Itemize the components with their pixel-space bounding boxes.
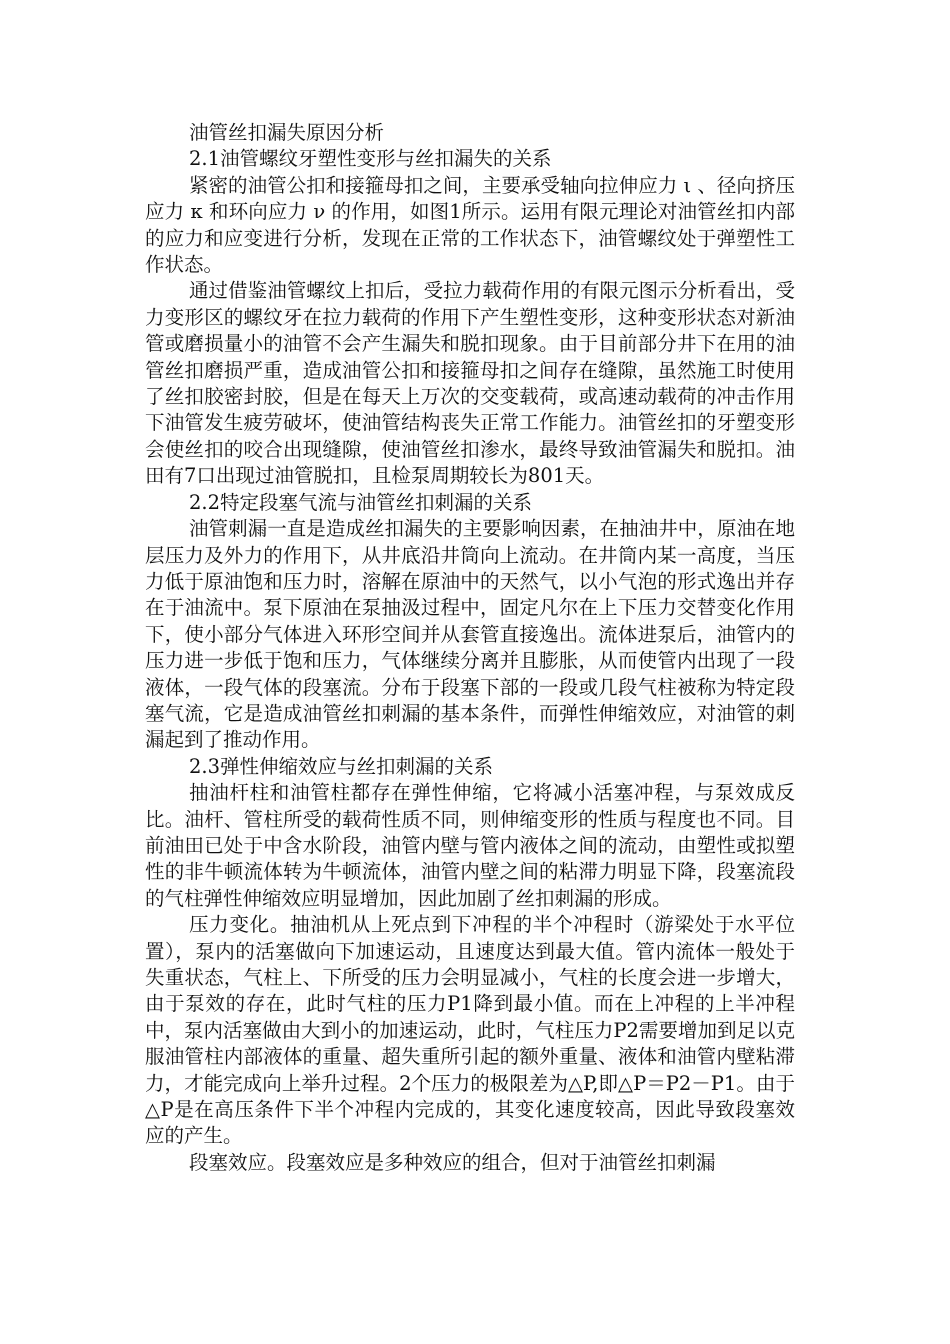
paragraph: 通过借鉴油管螺纹上扣后，受拉力载荷作用的有限元图示分析看出，受力变形区的螺纹牙在拉力载荷的作用下产生塑性变形，这种变形状态对新油管或磨损量小的油管不会产生漏失和脱扣现象。由于目前部分井下在用的油管丝扣磨损严重，造成油管公扣和接箍母扣之间存在缝隙，虽然施工时使用了丝扣胶密封胶，但是在每天上万次的交变载荷，或高速动载荷的冲击作用下油管发生疲劳破坏，使油管结构丧失正常工作能力。油管丝扣的牙塑变形会使丝扣的咬合出现缝隙，使油管丝扣渗水，最终导致油管漏失和脱扣。油田有7口出现过油管脱扣，且检泵周期较长为801天。 bbox=[145, 279, 795, 488]
paragraph: 压力变化。抽油机从上死点到下冲程的半个冲程时（游梁处于水平位置），泵内的活塞做向下加速运动，且速度达到最大值。管内流体一般处于失重状态，气柱上、下所受的压力会明显减小，气柱的长度会进一步增大，由于泵效的存在，此时气柱的压力P1降到最小值。而在上冲程的上半冲程中，泵内活塞做由大到小的加速运动，此时，气柱压力P2需要增加到足以克服油管柱内部液体的重量、超失重所引起的额外重量、液体和油管内壁粘滞力，才能完成向上举升过程。2个压力的极限差为△P,即△P＝P2－P1。由于△P是在高压条件下半个冲程内完成的，其变化速度较高，因此导致段塞效应的产生。 bbox=[145, 913, 795, 1148]
section-heading-2-2: 2.2特定段塞气流与油管丝扣刺漏的关系 bbox=[189, 490, 533, 514]
paragraph: 油管刺漏一直是造成丝扣漏失的主要影响因素，在抽油井中，原油在地层压力及外力的作用下，从井底沿井筒向上流动。在井筒内某一高度，当压力低于原油饱和压力时，溶解在原油中的天然气，以小气泡的形式逸出并存在于油流中。泵下原油在泵抽汲过程中，固定凡尔在上下压力交替变化作用下，使小部分气体进入环形空间并从套管直接逸出。流体进泵后，油管内的压力进一步低于饱和压力，气体继续分离并且膨胀，从而使管内出现了一段液体，一段气体的段塞流。分布于段塞下部的一段或几段气柱被称为特定段塞气流，它是造成油管丝扣刺漏的基本条件，而弹性伸缩效应，对油管的刺漏起到了推动作用。 bbox=[145, 517, 795, 752]
section-heading-2-1: 2.1油管螺纹牙塑性变形与丝扣漏失的关系 bbox=[189, 147, 552, 171]
paragraph: 段塞效应。段塞效应是多种效应的组合，但对于油管丝扣刺漏 bbox=[189, 1150, 716, 1174]
paragraph: 抽油杆柱和油管柱都存在弹性伸缩，它将减小活塞冲程，与泵效成反比。油杆、管柱所受的载荷性质不同，则伸缩变形的性质与程度也不同。目前油田已处于中含水阶段，油管内壁与管内液体之间的流动，由塑性或拟塑性的非牛顿流体转为牛顿流体，油管内壁之间的粘滞力明显下降，段塞流段的气柱弹性伸缩效应明显增加，因此加剧了丝扣刺漏的形成。 bbox=[145, 781, 795, 910]
document-title: 油管丝扣漏失原因分析 bbox=[189, 121, 385, 144]
document-body bbox=[145, 120, 795, 1176]
section-heading-2-3: 2.3弹性伸缩效应与丝扣刺漏的关系 bbox=[189, 754, 494, 778]
paragraph: 紧密的油管公扣和接箍母扣之间，主要承受轴向拉伸应力 ι 、径向挤压应力 κ 和环向应力 ν 的作用，如图1所示。运用有限元理论对油管丝扣内部的应力和应变进行分析，发现在正常的工作状态下，油管螺纹处于弹塑性工作状态。 bbox=[145, 173, 795, 277]
